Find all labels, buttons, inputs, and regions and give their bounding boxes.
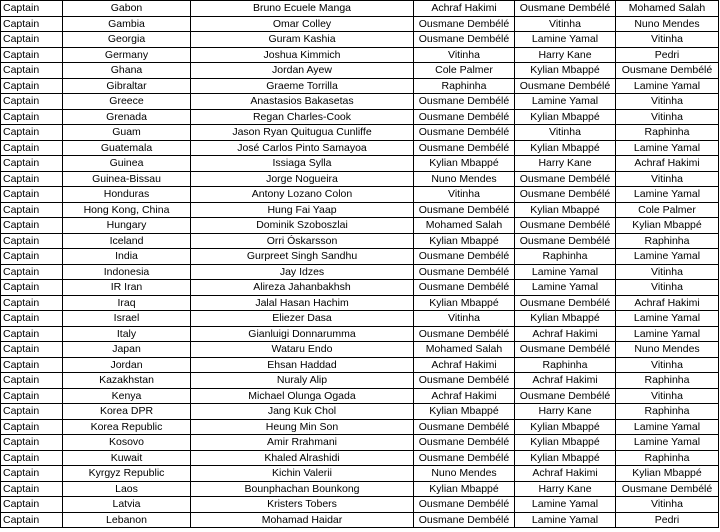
first-choice-cell: Ousmane Dembélé [414,202,515,218]
captain-name-cell: Jang Kuk Chol [191,404,414,420]
table-row [1,1,719,17]
second-choice-cell: Kylian Mbappé [515,419,616,435]
third-choice-cell: Achraf Hakimi [616,156,719,172]
role-cell: Captain [1,264,63,280]
country-cell: Georgia [63,32,191,48]
country-cell: Lebanon [63,512,191,528]
table-row [1,295,719,311]
country-cell: Guam [63,125,191,141]
captain-name-cell: Dominik Szoboszlai [191,218,414,234]
second-choice-cell: Kylian Mbappé [515,140,616,156]
first-choice-cell: Kylian Mbappé [414,404,515,420]
table-row [1,16,719,32]
captain-name-cell: Jason Ryan Quitugua Cunliffe [191,125,414,141]
country-cell: Hungary [63,218,191,234]
first-choice-cell: Ousmane Dembélé [414,373,515,389]
third-choice-cell: Achraf Hakimi [616,295,719,311]
first-choice-cell: Achraf Hakimi [414,357,515,373]
third-choice-cell: Raphinha [616,404,719,420]
captain-name-cell: Mohamad Haidar [191,512,414,528]
first-choice-cell: Ousmane Dembélé [414,326,515,342]
second-choice-cell: Lamine Yamal [515,32,616,48]
second-choice-cell: Raphinha [515,357,616,373]
second-choice-cell: Lamine Yamal [515,280,616,296]
country-cell: Kenya [63,388,191,404]
second-choice-cell: Lamine Yamal [515,264,616,280]
role-cell: Captain [1,450,63,466]
table-row [1,63,719,79]
country-cell: Japan [63,342,191,358]
second-choice-cell: Achraf Hakimi [515,466,616,482]
role-cell: Captain [1,125,63,141]
captain-name-cell: Ehsan Haddad [191,357,414,373]
third-choice-cell: Pedri [616,47,719,63]
second-choice-cell: Kylian Mbappé [515,311,616,327]
first-choice-cell: Nuno Mendes [414,171,515,187]
captain-name-cell: Hung Fai Yaap [191,202,414,218]
third-choice-cell: Vitinha [616,280,719,296]
table-row [1,435,719,451]
first-choice-cell: Ousmane Dembélé [414,109,515,125]
role-cell: Captain [1,109,63,125]
role-cell: Captain [1,311,63,327]
first-choice-cell: Mohamed Salah [414,218,515,234]
third-choice-cell: Lamine Yamal [616,311,719,327]
role-cell: Captain [1,497,63,513]
country-cell: Jordan [63,357,191,373]
role-cell: Captain [1,435,63,451]
table-row [1,94,719,110]
role-cell: Captain [1,357,63,373]
country-cell: Gibraltar [63,78,191,94]
third-choice-cell: Vitinha [616,497,719,513]
third-choice-cell: Vitinha [616,388,719,404]
captain-name-cell: Jordan Ayew [191,63,414,79]
role-cell: Captain [1,233,63,249]
country-cell: Ghana [63,63,191,79]
first-choice-cell: Cole Palmer [414,63,515,79]
table-row [1,357,719,373]
country-cell: Korea DPR [63,404,191,420]
role-cell: Captain [1,171,63,187]
third-choice-cell: Vitinha [616,109,719,125]
first-choice-cell: Ousmane Dembélé [414,512,515,528]
first-choice-cell: Ousmane Dembélé [414,419,515,435]
country-cell: Laos [63,481,191,497]
role-cell: Captain [1,156,63,172]
country-cell: Hong Kong, China [63,202,191,218]
first-choice-cell: Kylian Mbappé [414,295,515,311]
table-row [1,109,719,125]
country-cell: Gambia [63,16,191,32]
captain-name-cell: Joshua Kimmich [191,47,414,63]
role-cell: Captain [1,16,63,32]
captain-name-cell: Michael Olunga Ogada [191,388,414,404]
first-choice-cell: Kylian Mbappé [414,233,515,249]
first-choice-cell: Ousmane Dembélé [414,94,515,110]
third-choice-cell: Lamine Yamal [616,187,719,203]
first-choice-cell: Kylian Mbappé [414,481,515,497]
third-choice-cell: Vitinha [616,171,719,187]
first-choice-cell: Achraf Hakimi [414,388,515,404]
country-cell: Kuwait [63,450,191,466]
country-cell: Greece [63,94,191,110]
second-choice-cell: Achraf Hakimi [515,373,616,389]
second-choice-cell: Harry Kane [515,156,616,172]
country-cell: Gabon [63,1,191,17]
second-choice-cell: Ousmane Dembélé [515,218,616,234]
first-choice-cell: Vitinha [414,311,515,327]
table-row [1,187,719,203]
second-choice-cell: Ousmane Dembélé [515,342,616,358]
role-cell: Captain [1,1,63,17]
third-choice-cell: Vitinha [616,94,719,110]
role-cell: Captain [1,481,63,497]
first-choice-cell: Nuno Mendes [414,466,515,482]
second-choice-cell: Ousmane Dembélé [515,295,616,311]
third-choice-cell: Pedri [616,512,719,528]
role-cell: Captain [1,63,63,79]
role-cell: Captain [1,140,63,156]
table-row [1,171,719,187]
captain-name-cell: Alireza Jahanbakhsh [191,280,414,296]
second-choice-cell: Harry Kane [515,404,616,420]
country-cell: Guinea-Bissau [63,171,191,187]
table-row [1,32,719,48]
table-row [1,388,719,404]
third-choice-cell: Kylian Mbappé [616,218,719,234]
role-cell: Captain [1,187,63,203]
country-cell: Honduras [63,187,191,203]
third-choice-cell: Raphinha [616,233,719,249]
role-cell: Captain [1,404,63,420]
country-cell: Indonesia [63,264,191,280]
third-choice-cell: Lamine Yamal [616,78,719,94]
third-choice-cell: Raphinha [616,373,719,389]
table-row [1,156,719,172]
table-row [1,249,719,265]
second-choice-cell: Kylian Mbappé [515,109,616,125]
third-choice-cell: Raphinha [616,450,719,466]
country-cell: Guinea [63,156,191,172]
table-row [1,342,719,358]
first-choice-cell: Achraf Hakimi [414,1,515,17]
second-choice-cell: Ousmane Dembélé [515,171,616,187]
country-cell: Iraq [63,295,191,311]
third-choice-cell: Nuno Mendes [616,342,719,358]
first-choice-cell: Ousmane Dembélé [414,16,515,32]
captain-name-cell: Nuraly Alip [191,373,414,389]
captain-name-cell: Omar Colley [191,16,414,32]
table-row [1,233,719,249]
table-row [1,466,719,482]
third-choice-cell: Lamine Yamal [616,326,719,342]
table-row [1,311,719,327]
second-choice-cell: Lamine Yamal [515,497,616,513]
first-choice-cell: Ousmane Dembélé [414,32,515,48]
country-cell: Kosovo [63,435,191,451]
votes-table-body [1,1,719,528]
second-choice-cell: Harry Kane [515,481,616,497]
country-cell: India [63,249,191,265]
role-cell: Captain [1,94,63,110]
first-choice-cell: Ousmane Dembélé [414,497,515,513]
second-choice-cell: Harry Kane [515,47,616,63]
third-choice-cell: Ousmane Dembélé [616,481,719,497]
country-cell: Grenada [63,109,191,125]
second-choice-cell: Kylian Mbappé [515,450,616,466]
second-choice-cell: Raphinha [515,249,616,265]
first-choice-cell: Vitinha [414,187,515,203]
table-row [1,450,719,466]
role-cell: Captain [1,295,63,311]
first-choice-cell: Ousmane Dembélé [414,264,515,280]
country-cell: Korea Republic [63,419,191,435]
first-choice-cell: Ousmane Dembélé [414,140,515,156]
third-choice-cell: Lamine Yamal [616,435,719,451]
first-choice-cell: Ousmane Dembélé [414,450,515,466]
first-choice-cell: Mohamed Salah [414,342,515,358]
role-cell: Captain [1,342,63,358]
captain-name-cell: Anastasios Bakasetas [191,94,414,110]
third-choice-cell: Ousmane Dembélé [616,63,719,79]
captain-name-cell: Orri Óskarsson [191,233,414,249]
first-choice-cell: Ousmane Dembélé [414,249,515,265]
role-cell: Captain [1,32,63,48]
second-choice-cell: Ousmane Dembélé [515,78,616,94]
second-choice-cell: Vitinha [515,125,616,141]
captain-name-cell: Issiaga Sylla [191,156,414,172]
role-cell: Captain [1,280,63,296]
third-choice-cell: Lamine Yamal [616,249,719,265]
table-row [1,404,719,420]
role-cell: Captain [1,218,63,234]
captain-name-cell: Bruno Ecuele Manga [191,1,414,17]
role-cell: Captain [1,388,63,404]
captain-name-cell: Gianluigi Donnarumma [191,326,414,342]
second-choice-cell: Lamine Yamal [515,512,616,528]
table-row [1,419,719,435]
table-row [1,497,719,513]
captain-name-cell: Jorge Nogueira [191,171,414,187]
second-choice-cell: Achraf Hakimi [515,326,616,342]
captain-name-cell: Heung Min Son [191,419,414,435]
third-choice-cell: Kylian Mbappé [616,466,719,482]
table-row [1,481,719,497]
second-choice-cell: Ousmane Dembélé [515,388,616,404]
first-choice-cell: Kylian Mbappé [414,156,515,172]
table-row [1,218,719,234]
third-choice-cell: Lamine Yamal [616,140,719,156]
captain-name-cell: Eliezer Dasa [191,311,414,327]
second-choice-cell: Ousmane Dembélé [515,187,616,203]
third-choice-cell: Lamine Yamal [616,419,719,435]
role-cell: Captain [1,373,63,389]
captain-name-cell: Antony Lozano Colon [191,187,414,203]
country-cell: Kazakhstan [63,373,191,389]
role-cell: Captain [1,419,63,435]
second-choice-cell: Lamine Yamal [515,94,616,110]
third-choice-cell: Vitinha [616,32,719,48]
role-cell: Captain [1,466,63,482]
captain-name-cell: Regan Charles-Cook [191,109,414,125]
first-choice-cell: Ousmane Dembélé [414,125,515,141]
role-cell: Captain [1,249,63,265]
third-choice-cell: Vitinha [616,264,719,280]
country-cell: Guatemala [63,140,191,156]
country-cell: IR Iran [63,280,191,296]
first-choice-cell: Raphinha [414,78,515,94]
table-row [1,78,719,94]
captain-name-cell: Kristers Tobers [191,497,414,513]
captain-name-cell: Bounphachan Bounkong [191,481,414,497]
table-row [1,264,719,280]
table-row [1,280,719,296]
country-cell: Germany [63,47,191,63]
role-cell: Captain [1,202,63,218]
third-choice-cell: Nuno Mendes [616,16,719,32]
captain-name-cell: Khaled Alrashidi [191,450,414,466]
captain-name-cell: José Carlos Pinto Samayoa [191,140,414,156]
first-choice-cell: Ousmane Dembélé [414,280,515,296]
captain-name-cell: Jalal Hasan Hachim [191,295,414,311]
role-cell: Captain [1,47,63,63]
country-cell: Iceland [63,233,191,249]
country-cell: Kyrgyz Republic [63,466,191,482]
captain-name-cell: Wataru Endo [191,342,414,358]
table-row [1,47,719,63]
second-choice-cell: Kylian Mbappé [515,435,616,451]
table-row [1,373,719,389]
country-cell: Latvia [63,497,191,513]
role-cell: Captain [1,512,63,528]
country-cell: Italy [63,326,191,342]
second-choice-cell: Kylian Mbappé [515,202,616,218]
captain-name-cell: Amir Rrahmani [191,435,414,451]
table-row [1,140,719,156]
second-choice-cell: Kylian Mbappé [515,63,616,79]
third-choice-cell: Cole Palmer [616,202,719,218]
table-row [1,202,719,218]
captain-name-cell: Jay Idzes [191,264,414,280]
captain-name-cell: Graeme Torrilla [191,78,414,94]
second-choice-cell: Ousmane Dembélé [515,233,616,249]
first-choice-cell: Ousmane Dembélé [414,435,515,451]
table-row [1,326,719,342]
captain-name-cell: Guram Kashia [191,32,414,48]
second-choice-cell: Vitinha [515,16,616,32]
captain-name-cell: Gurpreet Singh Sandhu [191,249,414,265]
third-choice-cell: Vitinha [616,357,719,373]
third-choice-cell: Mohamed Salah [616,1,719,17]
role-cell: Captain [1,326,63,342]
captain-name-cell: Kichin Valerii [191,466,414,482]
table-row [1,125,719,141]
role-cell: Captain [1,78,63,94]
second-choice-cell: Ousmane Dembélé [515,1,616,17]
country-cell: Israel [63,311,191,327]
table-row [1,512,719,528]
first-choice-cell: Vitinha [414,47,515,63]
third-choice-cell: Raphinha [616,125,719,141]
